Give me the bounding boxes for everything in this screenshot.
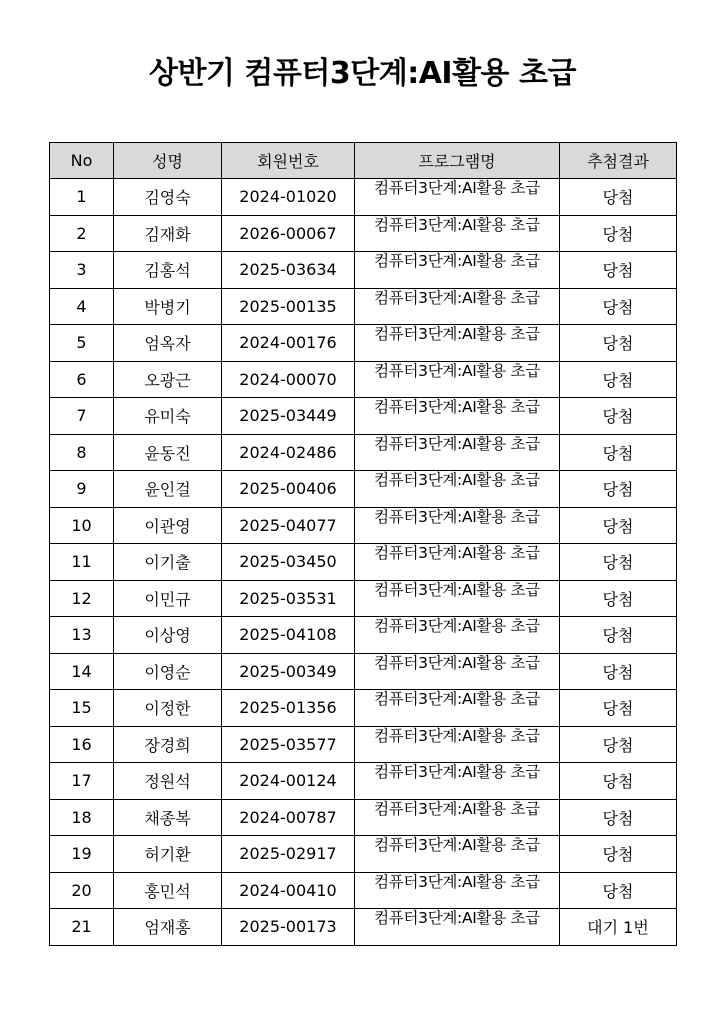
cell-name: 이정한: [114, 690, 222, 727]
program-cell-wrap: [355, 581, 559, 616]
cell-result: 당첨: [560, 325, 677, 362]
table-row: [50, 690, 677, 727]
cell-result: 당첨: [560, 361, 677, 398]
table-header-row: [50, 143, 677, 179]
program-cell-wrap: [355, 508, 559, 543]
program-name-text: 컴퓨터3단계:AI활용 초급: [374, 361, 540, 380]
table-row: [50, 507, 677, 544]
cell-result: 당첨: [560, 653, 677, 690]
cell-result: 당첨: [560, 288, 677, 325]
table-row: [50, 617, 677, 654]
cell-no: 3: [50, 252, 114, 289]
cell-member-id: 2024-00176: [222, 325, 355, 362]
program-name-text: 컴퓨터3단계:AI활용 초급: [374, 179, 540, 198]
cell-result: 당첨: [560, 434, 677, 471]
cell-member-id: 2025-04108: [222, 617, 355, 654]
cell-program: [355, 726, 560, 763]
program-cell-wrap: [355, 800, 559, 835]
cell-name: 이영순: [114, 653, 222, 690]
cell-program: [355, 398, 560, 435]
cell-name: 이상영: [114, 617, 222, 654]
cell-member-id: 2026-00067: [222, 215, 355, 252]
cell-result: 당첨: [560, 763, 677, 800]
cell-result: 당첨: [560, 836, 677, 873]
program-name-text: 컴퓨터3단계:AI활용 초급: [374, 507, 540, 526]
table-row: [50, 398, 677, 435]
cell-member-id: 2025-00173: [222, 909, 355, 946]
program-cell-wrap: [355, 471, 559, 506]
cell-no: 7: [50, 398, 114, 435]
cell-program: [355, 872, 560, 909]
column-header-program: 프로그램명: [355, 143, 560, 179]
table-row: [50, 544, 677, 581]
cell-name: 김재화: [114, 215, 222, 252]
program-cell-wrap: [355, 909, 559, 944]
cell-name: 엄재홍: [114, 909, 222, 946]
cell-result: 당첨: [560, 872, 677, 909]
cell-result: 당첨: [560, 215, 677, 252]
program-cell-wrap: [355, 654, 559, 689]
cell-member-id: 2025-02917: [222, 836, 355, 873]
table-row: [50, 252, 677, 289]
cell-program: [355, 617, 560, 654]
program-name-text: 컴퓨터3단계:AI활용 초급: [374, 580, 540, 599]
table-row: [50, 653, 677, 690]
program-name-text: 컴퓨터3단계:AI활용 초급: [374, 617, 540, 636]
table-row: [50, 215, 677, 252]
cell-program: [355, 507, 560, 544]
cell-member-id: 2024-02486: [222, 434, 355, 471]
cell-result: 당첨: [560, 580, 677, 617]
table-row: [50, 580, 677, 617]
cell-member-id: 2025-03577: [222, 726, 355, 763]
cell-member-id: 2025-00349: [222, 653, 355, 690]
table-row: [50, 726, 677, 763]
column-header-member-id: 회원번호: [222, 143, 355, 179]
cell-result: 당첨: [560, 544, 677, 581]
cell-no: 14: [50, 653, 114, 690]
cell-program: [355, 252, 560, 289]
cell-name: 이민규: [114, 580, 222, 617]
cell-member-id: 2024-01020: [222, 179, 355, 216]
cell-member-id: 2025-03634: [222, 252, 355, 289]
program-cell-wrap: [355, 873, 559, 908]
cell-program: [355, 471, 560, 508]
cell-member-id: 2025-00135: [222, 288, 355, 325]
program-name-text: 컴퓨터3단계:AI활용 초급: [374, 653, 540, 672]
program-cell-wrap: [355, 544, 559, 579]
program-cell-wrap: [355, 435, 559, 470]
cell-result: 대기 1번: [560, 909, 677, 946]
cell-program: [355, 361, 560, 398]
table-row: [50, 361, 677, 398]
program-name-text: 컴퓨터3단계:AI활용 초급: [374, 434, 540, 453]
program-name-text: 컴퓨터3단계:AI활용 초급: [374, 252, 540, 271]
cell-result: 당첨: [560, 726, 677, 763]
program-name-text: 컴퓨터3단계:AI활용 초급: [374, 471, 540, 490]
cell-member-id: 2025-03531: [222, 580, 355, 617]
program-name-text: 컴퓨터3단계:AI활용 초급: [374, 799, 540, 818]
cell-name: 이관영: [114, 507, 222, 544]
cell-no: 19: [50, 836, 114, 873]
cell-no: 21: [50, 909, 114, 946]
cell-no: 13: [50, 617, 114, 654]
table-row: [50, 909, 677, 946]
program-cell-wrap: [355, 289, 559, 324]
table-row: [50, 799, 677, 836]
cell-no: 2: [50, 215, 114, 252]
program-name-text: 컴퓨터3단계:AI활용 초급: [374, 544, 540, 563]
cell-program: [355, 763, 560, 800]
column-header-name: 성명: [114, 143, 222, 179]
cell-program: [355, 434, 560, 471]
cell-no: 10: [50, 507, 114, 544]
table-row: [50, 179, 677, 216]
cell-no: 4: [50, 288, 114, 325]
cell-no: 16: [50, 726, 114, 763]
cell-result: 당첨: [560, 799, 677, 836]
column-header-no: No: [50, 143, 114, 179]
cell-member-id: 2025-03449: [222, 398, 355, 435]
cell-name: 윤인걸: [114, 471, 222, 508]
program-name-text: 컴퓨터3단계:AI활용 초급: [374, 872, 540, 891]
cell-no: 5: [50, 325, 114, 362]
table-row: [50, 471, 677, 508]
cell-name: 박병기: [114, 288, 222, 325]
cell-no: 17: [50, 763, 114, 800]
table-row: [50, 325, 677, 362]
cell-program: [355, 544, 560, 581]
cell-member-id: 2024-00070: [222, 361, 355, 398]
cell-name: 김영숙: [114, 179, 222, 216]
table-row: [50, 288, 677, 325]
cell-no: 8: [50, 434, 114, 471]
cell-name: 채종복: [114, 799, 222, 836]
program-name-text: 컴퓨터3단계:AI활용 초급: [374, 909, 540, 928]
program-name-text: 컴퓨터3단계:AI활용 초급: [374, 288, 540, 307]
cell-member-id: 2025-04077: [222, 507, 355, 544]
cell-member-id: 2024-00124: [222, 763, 355, 800]
page-title: 상반기 컴퓨터3단계:AI활용 초급: [149, 56, 576, 91]
program-cell-wrap: [355, 398, 559, 433]
cell-name: 엄옥자: [114, 325, 222, 362]
cell-no: 15: [50, 690, 114, 727]
cell-result: 당첨: [560, 471, 677, 508]
cell-result: 당첨: [560, 179, 677, 216]
program-cell-wrap: [355, 252, 559, 287]
cell-result: 당첨: [560, 617, 677, 654]
cell-program: [355, 799, 560, 836]
cell-member-id: 2025-01356: [222, 690, 355, 727]
program-cell-wrap: [355, 216, 559, 251]
cell-program: [355, 653, 560, 690]
table-row: [50, 763, 677, 800]
table-row: [50, 836, 677, 873]
cell-name: 유미숙: [114, 398, 222, 435]
table-row: [50, 872, 677, 909]
cell-member-id: 2024-00787: [222, 799, 355, 836]
cell-name: 장경희: [114, 726, 222, 763]
cell-program: [355, 690, 560, 727]
cell-result: 당첨: [560, 398, 677, 435]
program-name-text: 컴퓨터3단계:AI활용 초급: [374, 836, 540, 855]
cell-program: [355, 909, 560, 946]
cell-name: 허기환: [114, 836, 222, 873]
cell-name: 윤동진: [114, 434, 222, 471]
cell-program: [355, 215, 560, 252]
program-cell-wrap: [355, 727, 559, 762]
cell-no: 6: [50, 361, 114, 398]
program-name-text: 컴퓨터3단계:AI활용 초급: [374, 215, 540, 234]
program-cell-wrap: [355, 836, 559, 871]
program-cell-wrap: [355, 763, 559, 798]
cell-member-id: 2024-00410: [222, 872, 355, 909]
cell-no: 1: [50, 179, 114, 216]
program-cell-wrap: [355, 362, 559, 397]
program-cell-wrap: [355, 690, 559, 725]
program-cell-wrap: [355, 617, 559, 652]
table-row: [50, 434, 677, 471]
cell-program: [355, 836, 560, 873]
program-name-text: 컴퓨터3단계:AI활용 초급: [374, 325, 540, 344]
cell-name: 이기출: [114, 544, 222, 581]
cell-result: 당첨: [560, 507, 677, 544]
cell-no: 11: [50, 544, 114, 581]
cell-name: 홍민석: [114, 872, 222, 909]
program-name-text: 컴퓨터3단계:AI활용 초급: [374, 398, 540, 417]
cell-name: 정원석: [114, 763, 222, 800]
cell-name: 김홍석: [114, 252, 222, 289]
cell-result: 당첨: [560, 690, 677, 727]
cell-no: 9: [50, 471, 114, 508]
program-cell-wrap: [355, 179, 559, 214]
cell-no: 20: [50, 872, 114, 909]
cell-member-id: 2025-03450: [222, 544, 355, 581]
cell-program: [355, 325, 560, 362]
cell-result: 당첨: [560, 252, 677, 289]
cell-member-id: 2025-00406: [222, 471, 355, 508]
column-header-result: 추첨결과: [560, 143, 677, 179]
program-name-text: 컴퓨터3단계:AI활용 초급: [374, 763, 540, 782]
program-cell-wrap: [355, 325, 559, 360]
cell-no: 12: [50, 580, 114, 617]
program-name-text: 컴퓨터3단계:AI활용 초급: [374, 726, 540, 745]
cell-no: 18: [50, 799, 114, 836]
program-name-text: 컴퓨터3단계:AI활용 초급: [374, 690, 540, 709]
lottery-result-table: [49, 142, 677, 946]
cell-program: [355, 288, 560, 325]
cell-name: 오광근: [114, 361, 222, 398]
cell-program: [355, 179, 560, 216]
table-body: [50, 179, 677, 946]
cell-program: [355, 580, 560, 617]
